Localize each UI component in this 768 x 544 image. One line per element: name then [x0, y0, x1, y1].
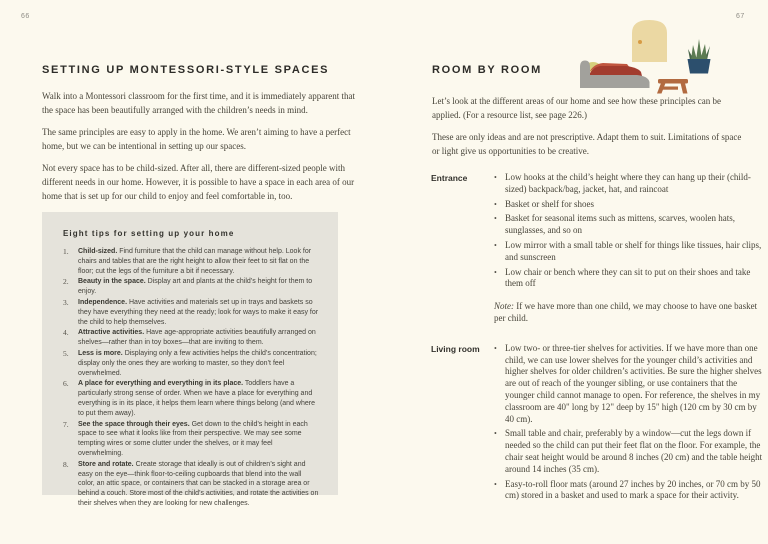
bullet-text: Low chair or bench where they can sit to put on their shoes and take them off — [505, 266, 751, 289]
bullet-text: Low two- or three-tier shelves for activities. If we have more than one child, we can use lower shelves for the younger child’s activities and higher shelves for older children’s activities. Be sure the higher shelves are out of reach of the younger sibling, or use containers that the younger child cannot manage to open. For reference, the shelves in my classroom are 40" long by 12" deep by 15" high (120 cm by 30 cm by 40 cm). — [505, 342, 762, 424]
paragraph: Not every space has to be child-sized. After all, there are different-sized people with different needs in our home. However, it is possible to have a space in each area of our home that is set up for our child to enjoy and feel comfortable in, too. — [42, 163, 355, 201]
tip-item — [63, 328, 319, 348]
tip-item — [63, 379, 319, 418]
tip-text: See the space through their eyes. Get down to the child’s height in each space to see what it looks like from their perspective. We may see some tempting wires or some clutter under the shelves, or it may feel overwhelming. — [78, 420, 308, 457]
bullet-item — [494, 240, 763, 264]
bed-icon — [580, 61, 650, 89]
left-page-title: SETTING UP MONTESSORI-STYLE SPACES — [42, 64, 330, 76]
bullet-dot: • — [494, 214, 497, 224]
section-label: Entrance — [431, 173, 468, 183]
plant-icon — [688, 39, 711, 74]
bullet-text: Low hooks at the child’s height where they can hang up their (child-sized) backpack/bag, jacket, hat, and raincoat — [505, 172, 751, 194]
note-label: Note: — [494, 301, 514, 312]
tip-text: Independence. Have activities and materials set up in trays and baskets so they have everything they need at the ready; look for ways to make it easy for the child to help themselves. — [78, 298, 319, 326]
bullet-dot: • — [494, 240, 497, 250]
plant-pot — [688, 59, 711, 74]
bullet-dot: • — [494, 267, 497, 277]
bullet-item — [494, 199, 763, 211]
right-page-title: ROOM BY ROOM — [432, 64, 543, 76]
tip-text: A place for everything and everything in its place. Toddlers have a particularly strong sense of order. When we have a place for everything and everything is in its place, it helps them learn where things belong (and where to put them away). — [78, 380, 315, 417]
section-living-room — [431, 343, 763, 505]
tip-number: 5. — [63, 348, 69, 358]
tip-number: 1. — [63, 247, 69, 256]
bullet-item — [494, 343, 763, 426]
bullet-item — [494, 428, 763, 475]
stool-icon — [657, 79, 688, 94]
tip-item — [63, 298, 319, 327]
bullet-item — [494, 172, 763, 196]
bullet-text: Basket for seasonal items such as mittens, scarves, woolen hats, sunglasses, and so on — [505, 213, 735, 236]
bullet-dot: • — [494, 479, 497, 489]
tips-box — [42, 212, 338, 507]
right-body-copy — [432, 94, 748, 158]
tip-item — [63, 349, 319, 378]
paragraph: Let’s look at the different areas of our home and see how these principles can be applied. (For a resource list, see page 226.) — [432, 96, 721, 120]
page-number-left: 66 — [21, 13, 30, 20]
note-text: If we have more than one child, we may choose to have one basket per child. — [494, 301, 758, 323]
entrance-bullet-list — [494, 172, 763, 290]
paragraph: Walk into a Montessori classroom for the first time, and it is immediately apparent that the space has been beautifully arranged with the children’s needs in mind. — [42, 91, 355, 115]
tip-text: Child-sized. Find furniture that the child can manage without help. Look for chairs and tables that are the right height to allow their feet to sit flat on the floor; cut the legs of the furniture a bit if necessary. — [78, 248, 312, 275]
living-room-bullet-list — [494, 343, 763, 502]
section-entrance — [431, 172, 763, 325]
tip-number: 8. — [63, 459, 69, 469]
section-label: Living room — [431, 343, 480, 354]
bedroom-illustration — [574, 18, 714, 96]
paragraph: These are only ideas and are not prescriptive. Adapt them to suit. Limitations of space or light give us opportunities to be creative. — [432, 132, 742, 156]
bullet-text: Small table and chair, preferably by a window—cut the legs down if needed so the child can put their feet flat on the floor. For example, the chair seat height would be around 8 inches (20 cm) and the table height around 14 inches (35 cm). — [505, 428, 763, 474]
tip-number: 4. — [63, 328, 69, 338]
tip-text: Attractive activities. Have age-appropriate activities beautifully arranged on shelves—rather than in toy boxes—that are inviting to them. — [78, 329, 316, 347]
tip-number: 6. — [63, 379, 69, 389]
tip-number: 3. — [63, 297, 69, 307]
bullet-item — [494, 267, 763, 291]
page-number-right: 67 — [736, 13, 745, 20]
page-right — [384, 0, 768, 544]
entrance-note — [494, 301, 763, 325]
left-body-copy — [42, 89, 366, 203]
tip-number: 7. — [63, 419, 69, 429]
tip-text: Less is more. Displaying only a few activities helps the child’s concentration; display only the ones they are working to master, so they don’t feel overwhelmed. — [78, 349, 317, 377]
tips-box-title: Eight tips for setting up your home — [63, 229, 235, 238]
bullet-dot: • — [494, 199, 497, 209]
tip-item — [63, 247, 319, 276]
doorknob — [638, 40, 642, 44]
tip-item — [63, 277, 319, 297]
paragraph: The same principles are easy to apply in the home. We aren’t aiming to have a perfect home, but we can be intentional in setting up our spaces. — [42, 127, 351, 151]
bullet-dot: • — [494, 173, 497, 182]
bullet-dot: • — [494, 429, 497, 439]
tip-item — [63, 460, 319, 509]
bullet-item — [494, 479, 763, 503]
tips-list — [63, 247, 319, 509]
tip-item — [63, 420, 319, 459]
tip-text: Beauty in the space. Display art and plants at the child’s height for them to enjoy. — [78, 278, 313, 296]
bullet-text: Low mirror with a small table or shelf for things like tissues, hair clips, and sunscreen — [505, 239, 762, 262]
bullet-text: Easy-to-roll floor mats (around 27 inches by 20 inches, or 70 cm by 50 cm) stored in a basket and used to mark a space for their activity. — [505, 478, 761, 501]
tip-number: 2. — [63, 277, 69, 287]
tip-text: Store and rotate. Create storage that ideally is out of children’s sight and easy on the eye—think floor-to-ceiling cupboards that blend into the wall color, an attic space, or containers that can be stacked in a storage area or behind a couch. Store most of the child’s activities, and rotate the activities on their shelves when they are looking for new challenges. — [78, 460, 319, 507]
bullet-item — [494, 213, 763, 237]
bullet-text: Basket or shelf for shoes — [505, 198, 594, 209]
blanket — [589, 66, 642, 76]
room-sections — [431, 172, 763, 505]
bullet-dot: • — [494, 343, 497, 353]
door-icon — [632, 20, 667, 62]
